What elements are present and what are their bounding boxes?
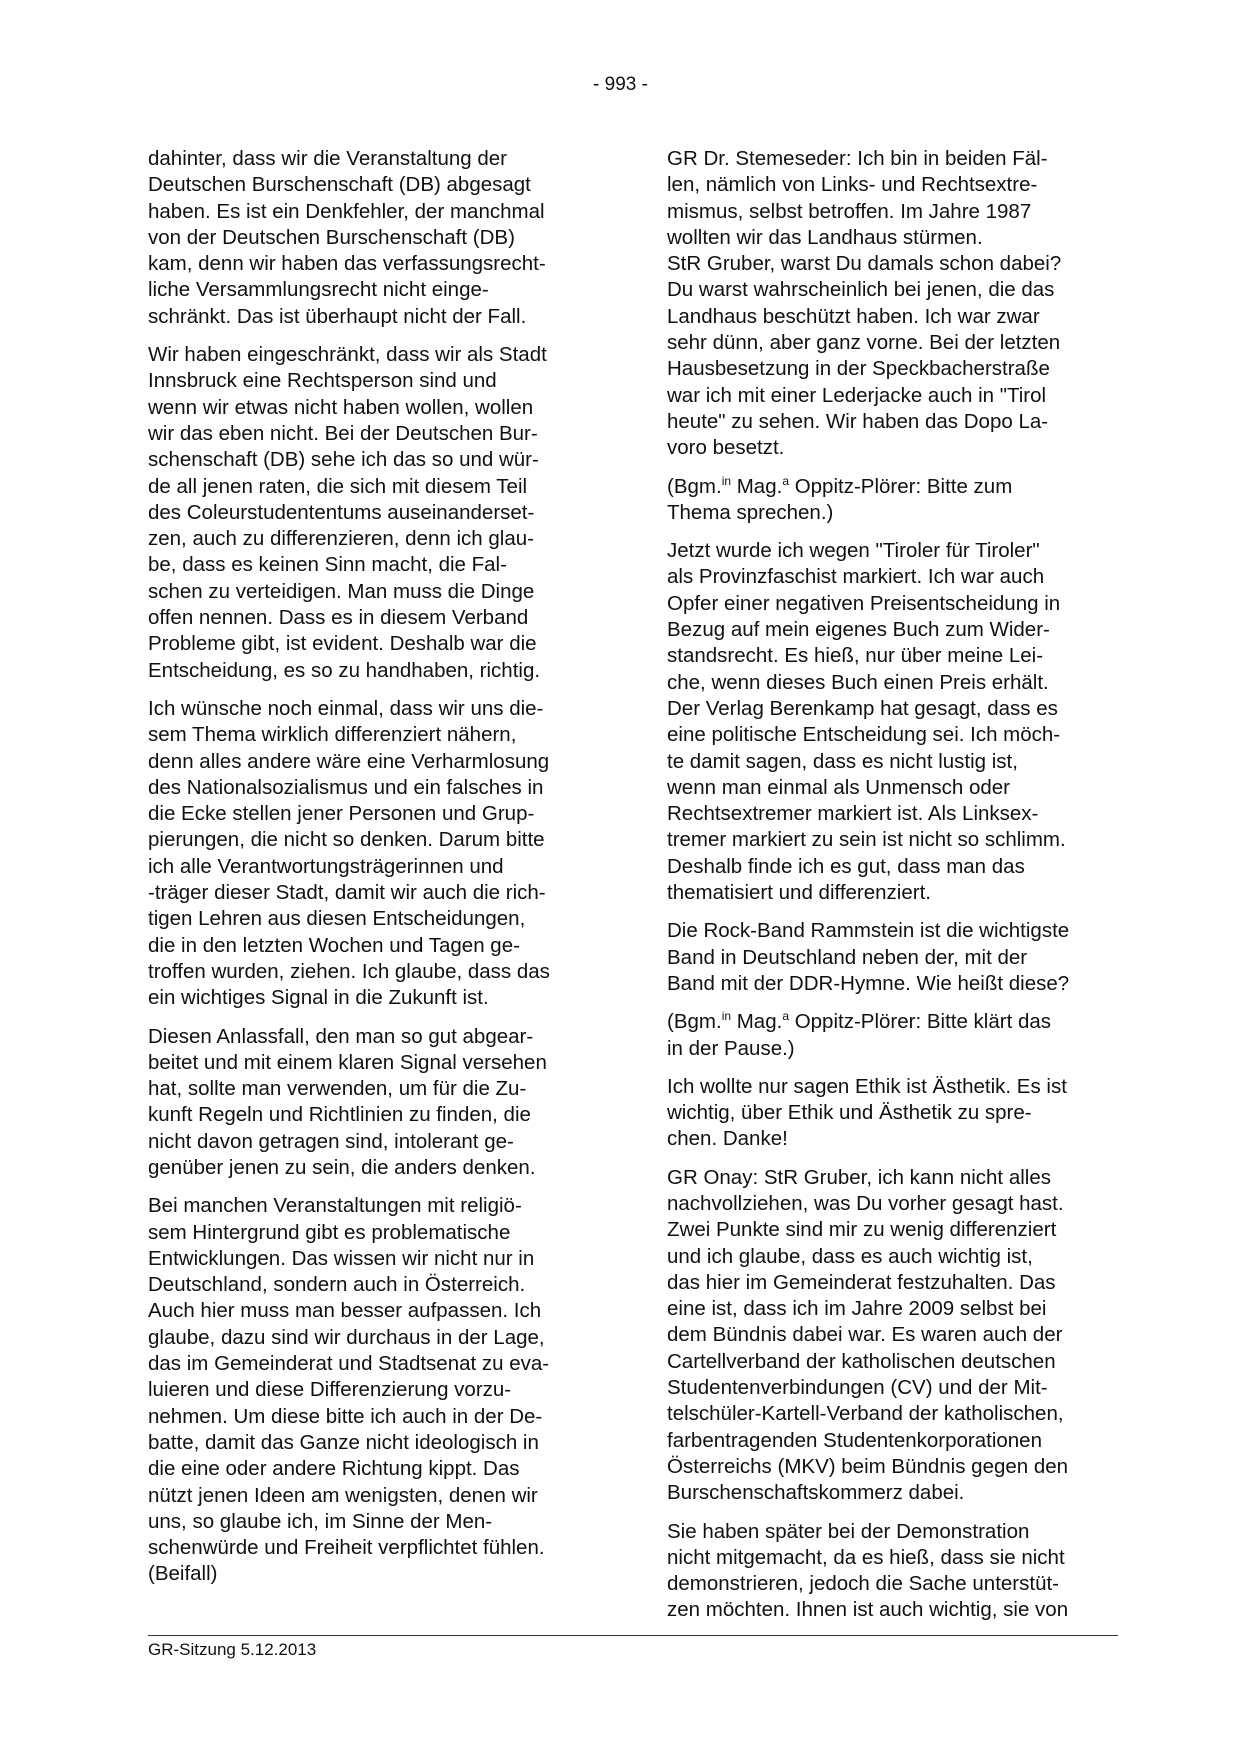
paragraph: Die Rock-Band Rammstein ist die wichtigste Band in Deutschland neben der, mit der Band mit der DDR-Hymne. Wie heißt diese? [667, 919, 1070, 995]
paragraph-stemeseder: GR Dr. Stemeseder: Ich bin in beiden Fäl- len, nämlich von Links- und Rechtsextre- mismus, selbst betroffen. Im Jahre 1987 wollten wir das Landhaus stürmen. StR Gruber, warst Du damals schon dabei? Du warst wahrscheinlich bei jenen, die das Landhaus beschützt haben. Ich war zwar sehr dünn, aber ganz vorne. Bei der letzten Hausbesetzung in der Speckbacherstraße war ich mit einer Lederjacke auch in "Tirol heute" zu sehen. Wir haben das Dopo La- voro besetzt. [667, 147, 1062, 460]
paragraph: dahinter, dass wir die Veranstaltung der Deutschen Burschenschaft (DB) abgesagt haben. Es ist ein Denkfehler, der manchmal von der Deutschen Burschenschaft (DB) kam, denn wir haben das verfassungsrecht- liche Versammlungsrecht nicht einge- schränkt. Das ist überhaupt nicht der Fall. [148, 147, 546, 328]
left-column [148, 146, 600, 1600]
paragraph: Diesen Anlassfall, den man so gut abgear- beitet und mit einem klaren Signal versehen hat, sollte man verwenden, um für die Zu- kunft Regeln und Richtlinien zu finden, die nicht davon getragen sind, intolerant ge- genüber jenen zu sein, die anders denken. [148, 1024, 547, 1179]
mayor-remark: (Bgm.$^{in}$ Mag.$^a$ Oppitz-Plörer: Bitte klärt das in der Pause.) [667, 1009, 1052, 1060]
paragraph: Jetzt wurde ich wegen "Tiroler für Tiroler" als Provinzfaschist markiert. Ich war auch Opfer einer negativen Preisentscheidung in Bezug auf mein eigenes Buch zum Wider- standsrecht. Es hieß, nur über meine Lei- che, wenn dieses Buch einen Preis erhält. Der Verlag Berenkamp hat gesagt, dass es eine politische Entscheidung sei. Ich möch- te damit sagen, dass es nicht lustig ist, wenn man einmal als Unmensch oder Rechtsextremer markiert ist. Als Linksex- tremer markiert zu sein ist nicht so schlimm. Deshalb finde ich es gut, dass man das thematisiert und differenziert. [667, 539, 1066, 905]
page-number: - 993 - [593, 74, 648, 95]
mayor-remark: (Bgm.$^{in}$ Mag.$^a$ Oppitz-Plörer: Bitte zum Thema sprechen.) [667, 473, 1013, 524]
paragraph: Ich wollte nur sagen Ethik ist Ästhetik. Es ist wichtig, über Ethik und Ästhetik zu spre- chen. Danke! [667, 1074, 1067, 1151]
paragraph: Sie haben später bei der Demonstration nicht mitgemacht, da es hieß, dass sie nicht demonstrieren, jedoch die Sache unterstüt- zen möchten. Ihnen ist auch wichtig, sie von [667, 1519, 1069, 1622]
paragraph-onay: GR Onay: StR Gruber, ich kann nicht alles nachvollziehen, was Du vorher gesagt hast. Zwei Punkte sind mir zu wenig differenziert und ich glaube, dass es auch wichtig ist, das hier im Gemeinderat festzuhalten. Das eine ist, dass ich im Jahre 2009 selbst bei dem Bündnis dabei war. Es waren auch der Cartellverband der katholischen deutschen Studentenverbindungen (CV) und der Mit- telschüler-Kartell-Verband der katholischen, farbentragenden Studentenkorporationen Österreichs (MKV) beim Bündnis gegen den Burschenschaftskommerz dabei. [667, 1165, 1069, 1505]
paragraph: Bei manchen Veranstaltungen mit religiö- sem Hintergrund gibt es problematische Entwicklungen. Das wissen wir nicht nur in Deutschland, sondern auch in Österreich. Auch hier muss man besser aufpassen. Ich glaube, dazu sind wir durchaus in der Lage, das im Gemeinderat und Stadtsenat zu eva- luieren und diese Differenzierung vorzu- nehmen. Um diese bitte ich auch in der De- batte, damit das Ganze nicht ideologisch in die eine oder andere Richtung kippt. Das nützt jenen Ideen am wenigsten, denen wir uns, so glaube ich, im Sinne der Men- schenwürde und Freiheit verpflichtet fühlen. (Beifall) [148, 1194, 550, 1586]
paragraph: Wir haben eingeschränkt, dass wir als Stadt Innsbruck eine Rechtsperson sind und wenn wir etwas nicht haben wollen, wollen wir das eben nicht. Bei der Deutschen Bur- schenschaft (DB) sehe ich das so und wür- de all jenen raten, die sich mit diesem Teil des Coleurstudententums auseinanderset- zen, auch zu differenzieren, denn ich glau- be, dass es keinen Sinn macht, die Fal- schen zu verteidigen. Man muss die Dinge offen nennen. Dass es in diesem Verband Probleme gibt, ist evident. Deshalb war die Entscheidung, es so zu handhaben, richtig. [148, 343, 547, 682]
footer-divider [148, 1635, 1118, 1636]
right-column [667, 146, 1117, 1636]
footer-session-date: GR-Sitzung 5.12.2013 [148, 1640, 317, 1659]
paragraph: Ich wünsche noch einmal, dass wir uns die- sem Thema wirklich differenziert nähern, denn alles andere wäre eine Verharmlosung des Nationalsozialismus und ein falsches in die Ecke stellen jener Personen und Grup- pierungen, die nicht so denken. Darum bitte ich alle Verantwortungsträgerinnen und -träger dieser Stadt, damit wir auch die rich- tigen Lehren aus diesen Entscheidungen, die in den letzten Wochen und Tagen ge- troffen wurden, ziehen. Ich glaube, dass das ein wichtiges Signal in die Zukunft ist. [148, 696, 550, 1010]
